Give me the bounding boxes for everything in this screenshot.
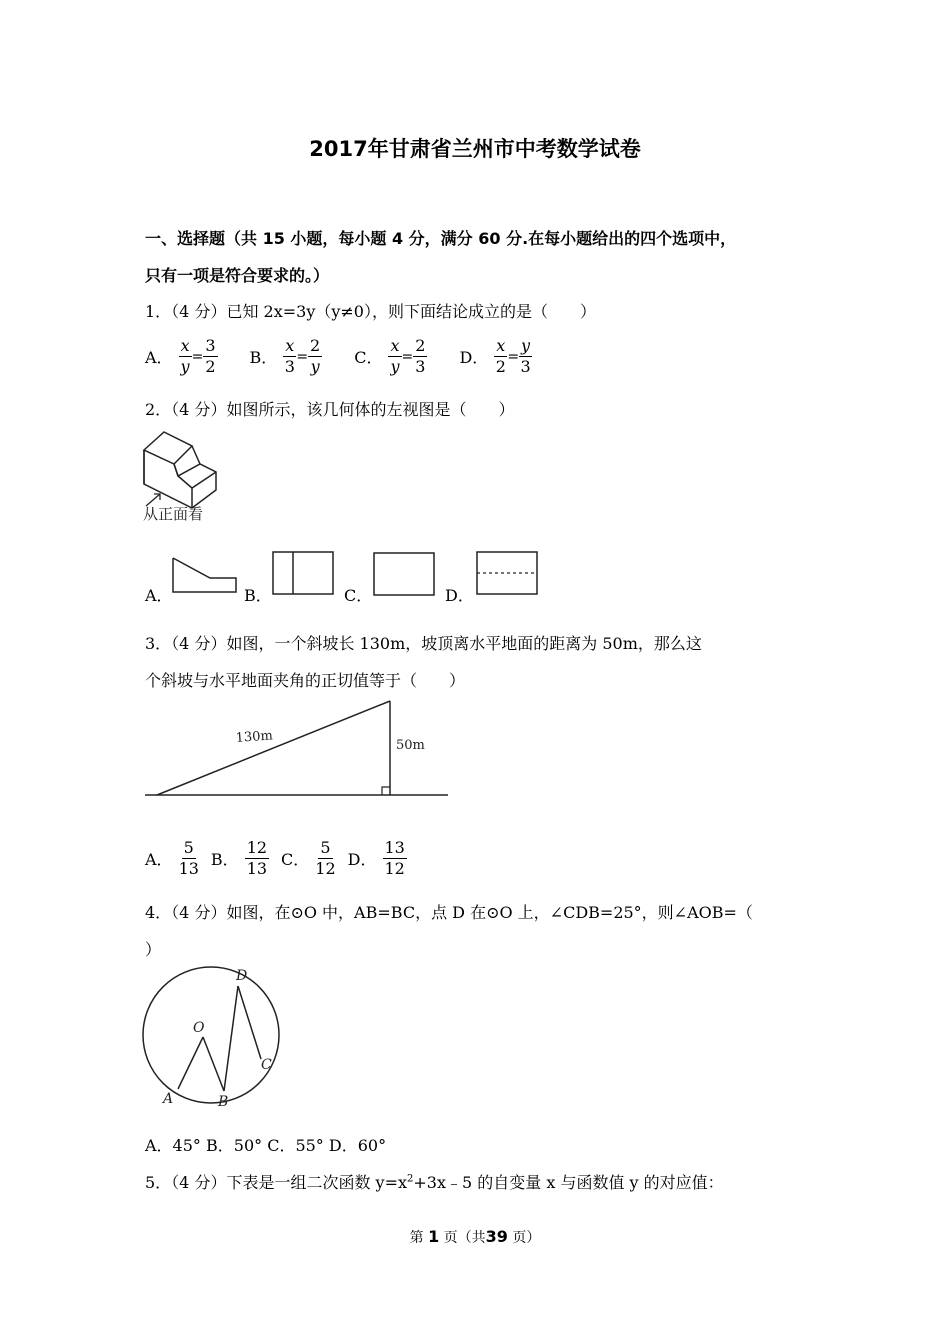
- q4-circle-figure: [140, 965, 285, 1110]
- q1-stem: 1．（4 分）已知 2x=3y（y≠0），则下面结论成立的是（ ）: [145, 302, 596, 321]
- q2-option-c-label: C．: [344, 586, 373, 605]
- q1-option-b: B． $\frac{x}{3}$ = $\frac{2}{y}$: [249, 336, 321, 376]
- q2-option-a-label: A．: [145, 586, 173, 605]
- point-d-label: D: [236, 968, 248, 984]
- q4-stem-line2: ）: [145, 940, 162, 959]
- q1-options: [145, 336, 532, 377]
- q3-height-label: 50m: [396, 738, 425, 753]
- point-a-label: A: [163, 1091, 174, 1107]
- q3-option-a: A． $\frac{5}{13}$: [145, 838, 199, 878]
- section-heading-line1: 一、选择题（共 15 小题，每小题 4 分，满分 60 分.在每小题给出的四个选项中，: [145, 229, 737, 248]
- q2-option-d-shape: [475, 550, 541, 596]
- q3-option-c: C． $\frac{5}{12}$: [281, 838, 336, 878]
- q2-option-d-label: D．: [445, 586, 474, 605]
- point-o-label: O: [193, 1020, 205, 1036]
- q2-stem: 2．（4 分）如图所示，该几何体的左视图是（ ）: [145, 400, 515, 419]
- q3-slope-figure: [142, 695, 454, 800]
- q3-slope-label: 130m: [235, 728, 274, 746]
- section-heading-line2: 只有一项是符合要求的。）: [145, 266, 330, 285]
- q3-options: [145, 838, 407, 879]
- q2-solid-figure: [140, 428, 230, 523]
- point-c-label: C: [261, 1057, 272, 1073]
- q5-stem: 5．（4 分）下表是一组二次函数 $y=x^2+3x﹣5$ 的自变量 x 与函数值 y 的对应值：: [145, 1173, 724, 1192]
- page-footer: 第 1 页（共39 页）: [409, 1227, 541, 1246]
- q4-options: A．45° B．50° C．55° D．60°: [145, 1136, 387, 1155]
- q3-stem-line2: 个斜坡与水平地面夹角的正切值等于（ ）: [145, 671, 466, 690]
- point-b-label: B: [218, 1094, 229, 1110]
- q1-option-a: A． $\frac{x}{y}$ = $\frac{3}{2}$: [145, 336, 216, 376]
- page-total: 39: [485, 1227, 508, 1246]
- q2-caption: 从正面看: [143, 505, 204, 523]
- q3-stem-line1: 3．（4 分）如图，一个斜坡长 130m，坡顶离水平地面的距离为 50m，那么这: [145, 634, 702, 653]
- q1-option-d: D． $\frac{x}{2}$ = $\frac{y}{3}$: [459, 336, 531, 376]
- q1-option-c: C． $\frac{x}{y}$ = $\frac{2}{3}$: [354, 336, 426, 376]
- q2-option-a-shape: [170, 556, 240, 596]
- q2-option-c-shape: [372, 551, 438, 597]
- page-title: 2017年甘肃省兰州市中考数学试卷: [309, 137, 641, 161]
- page-number: 1: [428, 1227, 440, 1246]
- q3-option-b: B． $\frac{12}{13}$: [210, 838, 268, 878]
- q3-option-d: D． $\frac{13}{12}$: [347, 838, 405, 878]
- q2-option-b-label: B．: [244, 586, 272, 605]
- q2-option-b-shape: [271, 550, 337, 596]
- q4-stem-line1: 4．（4 分）如图，在⊙O 中，AB=BC，点 D 在⊙O 上，∠CDB=25°，则∠AOB=（: [145, 903, 753, 922]
